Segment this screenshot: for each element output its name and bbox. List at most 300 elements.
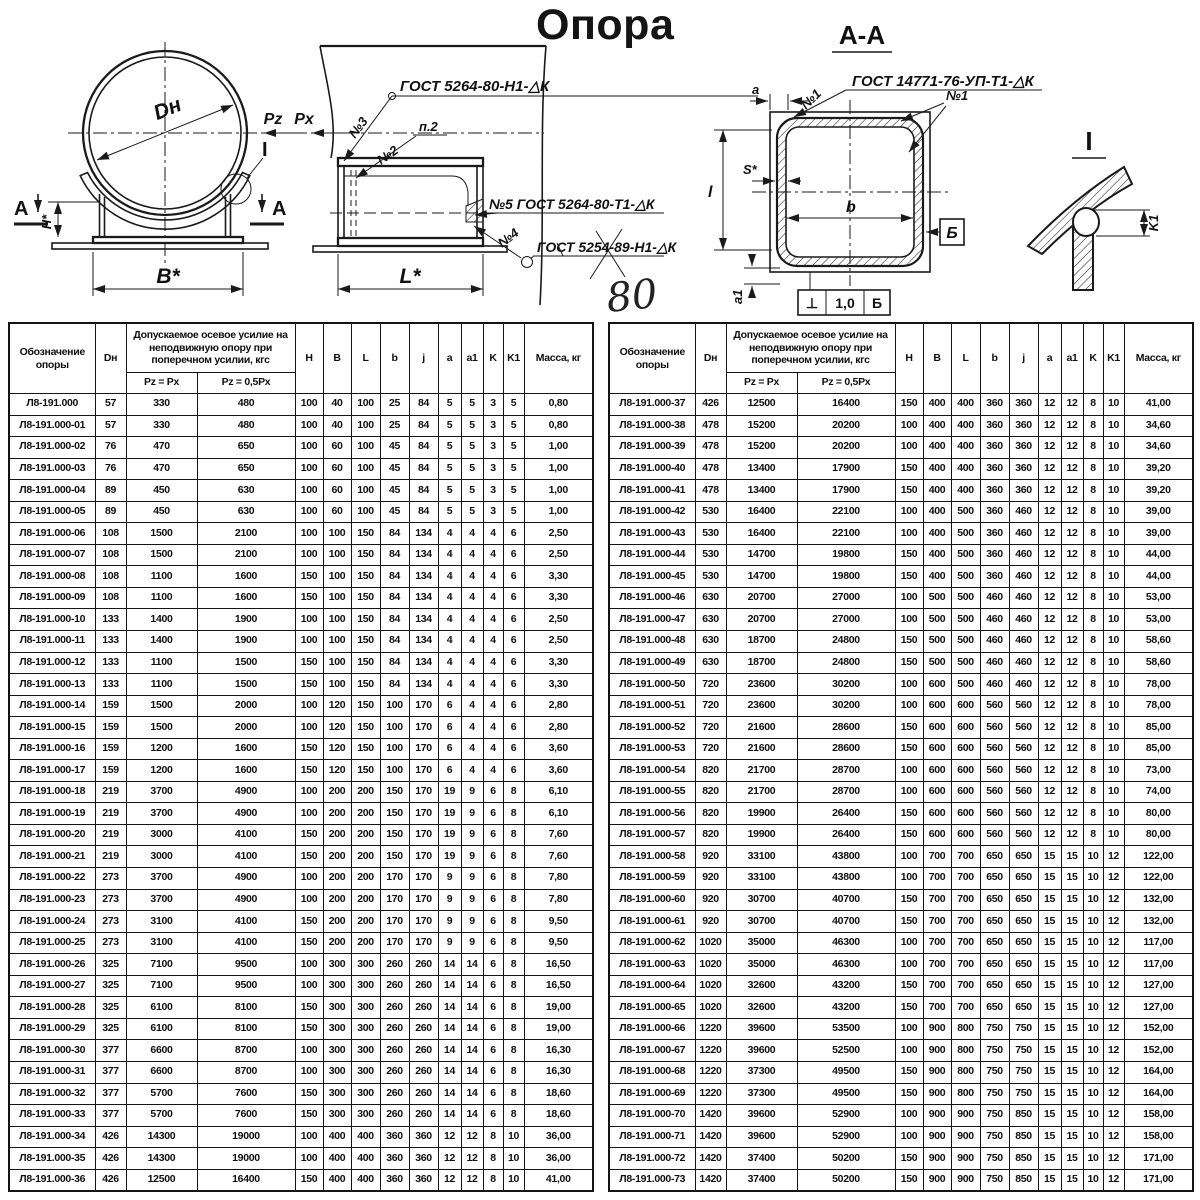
designation-cell: Л8-191.000-03 bbox=[9, 458, 95, 480]
table-row bbox=[9, 394, 593, 416]
value-cell: 133 bbox=[95, 631, 126, 653]
value-cell: 37400 bbox=[726, 1169, 797, 1191]
value-cell: 900 bbox=[923, 1169, 951, 1191]
value-cell: 600 bbox=[951, 760, 980, 782]
value-cell: 10 bbox=[1083, 1126, 1103, 1148]
value-cell: 7100 bbox=[126, 954, 197, 976]
value-cell: 16,50 bbox=[524, 975, 593, 997]
value-cell: 6 bbox=[483, 846, 503, 868]
value-cell: 4 bbox=[438, 609, 461, 631]
value-cell: 3 bbox=[483, 415, 503, 437]
table-row bbox=[609, 544, 1193, 566]
value-cell: 36,00 bbox=[524, 1126, 593, 1148]
value-cell: 3700 bbox=[126, 868, 197, 890]
value-cell: 920 bbox=[695, 889, 726, 911]
value-cell: 8 bbox=[503, 911, 524, 933]
value-cell: 49500 bbox=[797, 1083, 895, 1105]
col-header-b-small: b bbox=[980, 323, 1009, 394]
value-cell: 400 bbox=[923, 566, 951, 588]
value-cell: 360 bbox=[1009, 458, 1038, 480]
designation-cell: Л8-191.000-15 bbox=[9, 717, 95, 739]
value-cell: 12 bbox=[1038, 544, 1061, 566]
value-cell: 16,30 bbox=[524, 1061, 593, 1083]
value-cell: 8100 bbox=[197, 997, 295, 1019]
weld-number-1: №1 bbox=[946, 88, 969, 103]
value-cell: 21700 bbox=[726, 781, 797, 803]
value-cell: 14 bbox=[438, 954, 461, 976]
value-cell: 700 bbox=[951, 997, 980, 1019]
value-cell: 122,00 bbox=[1124, 846, 1193, 868]
value-cell: 100 bbox=[380, 717, 409, 739]
value-cell: 13400 bbox=[726, 480, 797, 502]
value-cell: 8 bbox=[503, 1105, 524, 1127]
value-cell: 4 bbox=[483, 631, 503, 653]
value-cell: 5 bbox=[438, 501, 461, 523]
value-cell: 219 bbox=[95, 803, 126, 825]
designation-cell: Л8-191.000-27 bbox=[9, 975, 95, 997]
value-cell: 15 bbox=[1038, 911, 1061, 933]
value-cell: 150 bbox=[380, 824, 409, 846]
value-cell: 5 bbox=[503, 394, 524, 416]
value-cell: 100 bbox=[295, 480, 323, 502]
value-cell: 9 bbox=[461, 932, 483, 954]
datum-label: Б bbox=[946, 225, 958, 242]
a-dim-label: a bbox=[752, 82, 760, 97]
table-row bbox=[9, 932, 593, 954]
value-cell: 3000 bbox=[126, 824, 197, 846]
value-cell: 9 bbox=[438, 868, 461, 890]
value-cell: 45 bbox=[380, 437, 409, 459]
value-cell: 820 bbox=[695, 824, 726, 846]
value-cell: 12 bbox=[1103, 1083, 1124, 1105]
value-cell: 134 bbox=[409, 652, 438, 674]
table-row bbox=[9, 674, 593, 696]
value-cell: 8 bbox=[1083, 415, 1103, 437]
value-cell: 24800 bbox=[797, 631, 895, 653]
value-cell: 5 bbox=[503, 458, 524, 480]
value-cell: 6 bbox=[483, 997, 503, 1019]
value-cell: 15 bbox=[1038, 1126, 1061, 1148]
designation-cell: Л8-191.000-20 bbox=[9, 824, 95, 846]
value-cell: 700 bbox=[923, 954, 951, 976]
value-cell: 12 bbox=[1103, 1126, 1124, 1148]
value-cell: 5 bbox=[438, 458, 461, 480]
value-cell: 460 bbox=[980, 587, 1009, 609]
value-cell: 132,00 bbox=[1124, 889, 1193, 911]
value-cell: 360 bbox=[409, 1169, 438, 1191]
value-cell: 1500 bbox=[126, 695, 197, 717]
value-cell: 1600 bbox=[197, 760, 295, 782]
value-cell: 325 bbox=[95, 997, 126, 1019]
value-cell: 10 bbox=[1083, 868, 1103, 890]
value-cell: 400 bbox=[923, 394, 951, 416]
weld-hatch bbox=[466, 199, 483, 222]
value-cell: 14 bbox=[461, 997, 483, 1019]
value-cell: 10 bbox=[503, 1169, 524, 1191]
table-row bbox=[609, 738, 1193, 760]
value-cell: 850 bbox=[1009, 1105, 1038, 1127]
value-cell: 13400 bbox=[726, 458, 797, 480]
value-cell: 12500 bbox=[726, 394, 797, 416]
value-cell: 133 bbox=[95, 609, 126, 631]
handwritten-correction: 80 bbox=[604, 270, 660, 322]
designation-cell: Л8-191.000-41 bbox=[609, 480, 695, 502]
value-cell: 500 bbox=[923, 631, 951, 653]
designation-cell: Л8-191.000-71 bbox=[609, 1126, 695, 1148]
value-cell: 8 bbox=[483, 1148, 503, 1170]
table-row bbox=[9, 587, 593, 609]
value-cell: 10 bbox=[1083, 1105, 1103, 1127]
saddle-edge-section bbox=[1073, 228, 1093, 290]
value-cell: 50200 bbox=[797, 1169, 895, 1191]
value-cell: 300 bbox=[351, 975, 380, 997]
value-cell: 39600 bbox=[726, 1105, 797, 1127]
value-cell: 37400 bbox=[726, 1148, 797, 1170]
value-cell: 53,00 bbox=[1124, 609, 1193, 631]
value-cell: 159 bbox=[95, 717, 126, 739]
designation-cell: Л8-191.000-60 bbox=[609, 889, 695, 911]
value-cell: 6 bbox=[503, 695, 524, 717]
value-cell: 12 bbox=[1038, 781, 1061, 803]
value-cell: 330 bbox=[126, 394, 197, 416]
value-cell: 159 bbox=[95, 760, 126, 782]
value-cell: 100 bbox=[351, 415, 380, 437]
value-cell: 900 bbox=[923, 1061, 951, 1083]
value-cell: 15200 bbox=[726, 415, 797, 437]
value-cell: 170 bbox=[380, 932, 409, 954]
value-cell: 100 bbox=[323, 566, 351, 588]
value-cell: 4 bbox=[483, 674, 503, 696]
value-cell: 12 bbox=[1038, 437, 1061, 459]
designation-cell: Л8-191.000-57 bbox=[609, 824, 695, 846]
value-cell: 9 bbox=[438, 932, 461, 954]
value-cell: 9 bbox=[461, 846, 483, 868]
value-cell: 500 bbox=[951, 674, 980, 696]
value-cell: 1,00 bbox=[524, 501, 593, 523]
value-cell: 100 bbox=[351, 458, 380, 480]
table-row bbox=[9, 868, 593, 890]
value-cell: 1020 bbox=[695, 954, 726, 976]
table-row bbox=[9, 760, 593, 782]
col-header-h: H bbox=[895, 323, 923, 394]
value-cell: 150 bbox=[295, 932, 323, 954]
detail-i-drawing bbox=[1028, 126, 1161, 290]
section-mark-a-right: А bbox=[272, 198, 287, 220]
value-cell: 84 bbox=[380, 674, 409, 696]
value-cell: 23600 bbox=[726, 674, 797, 696]
value-cell: 8 bbox=[1083, 609, 1103, 631]
value-cell: 170 bbox=[409, 760, 438, 782]
value-cell: 750 bbox=[980, 1126, 1009, 1148]
value-cell: 39600 bbox=[726, 1126, 797, 1148]
value-cell: 16,50 bbox=[524, 954, 593, 976]
designation-cell: Л8-191.000-62 bbox=[609, 932, 695, 954]
value-cell: 34,60 bbox=[1124, 415, 1193, 437]
value-cell: 76 bbox=[95, 437, 126, 459]
value-cell: 40700 bbox=[797, 889, 895, 911]
value-cell: 10 bbox=[1083, 1018, 1103, 1040]
value-cell: 1,00 bbox=[524, 480, 593, 502]
value-cell: 14 bbox=[461, 1105, 483, 1127]
value-cell: 10 bbox=[1103, 609, 1124, 631]
col-header-l: L bbox=[951, 323, 980, 394]
designation-cell: Л8-191.000-58 bbox=[609, 846, 695, 868]
value-cell: 12 bbox=[1103, 975, 1124, 997]
value-cell: 15 bbox=[1038, 1105, 1061, 1127]
value-cell: 150 bbox=[295, 824, 323, 846]
value-cell: 4 bbox=[461, 523, 483, 545]
value-cell: 19,00 bbox=[524, 997, 593, 1019]
value-cell: 25 bbox=[380, 394, 409, 416]
value-cell: 600 bbox=[923, 738, 951, 760]
value-cell: 400 bbox=[951, 480, 980, 502]
value-cell: 12 bbox=[1061, 501, 1083, 523]
value-cell: 159 bbox=[95, 695, 126, 717]
value-cell: 4100 bbox=[197, 932, 295, 954]
value-cell: 15 bbox=[1061, 889, 1083, 911]
value-cell: 14 bbox=[438, 1105, 461, 1127]
value-cell: 6 bbox=[483, 781, 503, 803]
value-cell: 16,30 bbox=[524, 1040, 593, 1062]
value-cell: 6 bbox=[483, 932, 503, 954]
value-cell: 6 bbox=[483, 803, 503, 825]
value-cell: 650 bbox=[1009, 846, 1038, 868]
value-cell: 820 bbox=[695, 803, 726, 825]
value-cell: 500 bbox=[951, 566, 980, 588]
value-cell: 3,30 bbox=[524, 566, 593, 588]
table-row bbox=[609, 932, 1193, 954]
value-cell: 5 bbox=[461, 394, 483, 416]
value-cell: 15 bbox=[1038, 954, 1061, 976]
value-cell: 560 bbox=[980, 824, 1009, 846]
col-header-dn: Dн bbox=[95, 323, 126, 394]
value-cell: 3,60 bbox=[524, 738, 593, 760]
value-cell: 1420 bbox=[695, 1169, 726, 1191]
value-cell: 2,50 bbox=[524, 631, 593, 653]
value-cell: 159 bbox=[95, 738, 126, 760]
support-table-left bbox=[8, 322, 594, 1192]
value-cell: 4 bbox=[461, 738, 483, 760]
col-header-pz-px: Pz = Px bbox=[726, 373, 797, 394]
value-cell: 8 bbox=[1083, 824, 1103, 846]
table-row bbox=[609, 1169, 1193, 1191]
value-cell: 10 bbox=[1103, 803, 1124, 825]
value-cell: 10 bbox=[1103, 415, 1124, 437]
col-header-dn: Dн bbox=[695, 323, 726, 394]
value-cell: 920 bbox=[695, 911, 726, 933]
table-row bbox=[609, 458, 1193, 480]
value-cell: 6 bbox=[503, 523, 524, 545]
value-cell: 8 bbox=[1083, 652, 1103, 674]
value-cell: 650 bbox=[1009, 868, 1038, 890]
value-cell: 1420 bbox=[695, 1126, 726, 1148]
value-cell: 150 bbox=[295, 911, 323, 933]
designation-cell: Л8-191.000-13 bbox=[9, 674, 95, 696]
value-cell: 7600 bbox=[197, 1105, 295, 1127]
value-cell: 400 bbox=[951, 394, 980, 416]
value-cell: 8 bbox=[503, 997, 524, 1019]
value-cell: 36,00 bbox=[524, 1148, 593, 1170]
value-cell: 260 bbox=[380, 1018, 409, 1040]
value-cell: 650 bbox=[197, 437, 295, 459]
table-row bbox=[609, 760, 1193, 782]
value-cell: 600 bbox=[951, 803, 980, 825]
value-cell: 8 bbox=[1083, 803, 1103, 825]
designation-cell: Л8-191.000-30 bbox=[9, 1040, 95, 1062]
value-cell: 33100 bbox=[726, 846, 797, 868]
value-cell: 4100 bbox=[197, 911, 295, 933]
value-cell: 1,00 bbox=[524, 458, 593, 480]
value-cell: 400 bbox=[951, 437, 980, 459]
value-cell: 10 bbox=[1103, 652, 1124, 674]
value-cell: 52900 bbox=[797, 1105, 895, 1127]
value-cell: 4 bbox=[461, 631, 483, 653]
value-cell: 720 bbox=[695, 717, 726, 739]
value-cell: 15 bbox=[1038, 1040, 1061, 1062]
value-cell: 49500 bbox=[797, 1061, 895, 1083]
value-cell: 100 bbox=[895, 760, 923, 782]
value-cell: 460 bbox=[1009, 674, 1038, 696]
value-cell: 360 bbox=[409, 1148, 438, 1170]
value-cell: 150 bbox=[895, 803, 923, 825]
value-cell: 1100 bbox=[126, 674, 197, 696]
value-cell: 6 bbox=[438, 717, 461, 739]
value-cell: 9 bbox=[461, 868, 483, 890]
value-cell: 60 bbox=[323, 501, 351, 523]
value-cell: 12 bbox=[1103, 1148, 1124, 1170]
table-row bbox=[9, 609, 593, 631]
value-cell: 650 bbox=[1009, 997, 1038, 1019]
designation-cell: Л8-191.000-09 bbox=[9, 587, 95, 609]
value-cell: 500 bbox=[951, 609, 980, 631]
value-cell: 3 bbox=[483, 437, 503, 459]
value-cell: 18700 bbox=[726, 652, 797, 674]
value-cell: 530 bbox=[695, 566, 726, 588]
value-cell: 12 bbox=[1061, 609, 1083, 631]
value-cell: 32600 bbox=[726, 975, 797, 997]
value-cell: 18,60 bbox=[524, 1105, 593, 1127]
value-cell: 8 bbox=[503, 824, 524, 846]
value-cell: 10 bbox=[1103, 631, 1124, 653]
value-cell: 52500 bbox=[797, 1040, 895, 1062]
a1-dim-label: a1 bbox=[730, 289, 745, 304]
designation-cell: Л8-191.000-53 bbox=[609, 738, 695, 760]
value-cell: 1420 bbox=[695, 1105, 726, 1127]
value-cell: 100 bbox=[295, 975, 323, 997]
value-cell: 150 bbox=[895, 394, 923, 416]
weld-number-4: №4 bbox=[494, 225, 522, 251]
value-cell: 84 bbox=[409, 501, 438, 523]
value-cell: 12 bbox=[1061, 415, 1083, 437]
value-cell: 260 bbox=[409, 954, 438, 976]
value-cell: 171,00 bbox=[1124, 1148, 1193, 1170]
value-cell: 30200 bbox=[797, 674, 895, 696]
value-cell: 15 bbox=[1061, 1148, 1083, 1170]
value-cell: 300 bbox=[323, 975, 351, 997]
value-cell: 100 bbox=[295, 437, 323, 459]
value-cell: 84 bbox=[380, 587, 409, 609]
value-cell: 57 bbox=[95, 394, 126, 416]
table-row bbox=[609, 1018, 1193, 1040]
l-dim-label: L* bbox=[399, 265, 421, 288]
value-cell: 360 bbox=[1009, 394, 1038, 416]
table-row bbox=[609, 1083, 1193, 1105]
value-cell: 4 bbox=[483, 544, 503, 566]
value-cell: 14700 bbox=[726, 566, 797, 588]
value-cell: 1220 bbox=[695, 1040, 726, 1062]
value-cell: 8 bbox=[1083, 437, 1103, 459]
value-cell: 100 bbox=[295, 523, 323, 545]
value-cell: 21600 bbox=[726, 717, 797, 739]
value-cell: 60 bbox=[323, 458, 351, 480]
value-cell: 260 bbox=[380, 1040, 409, 1062]
value-cell: 170 bbox=[409, 932, 438, 954]
value-cell: 1600 bbox=[197, 738, 295, 760]
value-cell: 15 bbox=[1038, 932, 1061, 954]
value-cell: 3100 bbox=[126, 932, 197, 954]
value-cell: 28600 bbox=[797, 738, 895, 760]
table-row bbox=[609, 846, 1193, 868]
value-cell: 1500 bbox=[197, 652, 295, 674]
value-cell: 12 bbox=[1061, 587, 1083, 609]
value-cell: 100 bbox=[895, 1126, 923, 1148]
value-cell: 560 bbox=[1009, 695, 1038, 717]
table-row bbox=[609, 1126, 1193, 1148]
value-cell: 150 bbox=[295, 997, 323, 1019]
value-cell: 650 bbox=[980, 868, 1009, 890]
col-header-k: K bbox=[1083, 323, 1103, 394]
value-cell: 35000 bbox=[726, 954, 797, 976]
value-cell: 15 bbox=[1061, 911, 1083, 933]
value-cell: 700 bbox=[923, 889, 951, 911]
value-cell: 152,00 bbox=[1124, 1040, 1193, 1062]
value-cell: 1020 bbox=[695, 932, 726, 954]
value-cell: 360 bbox=[980, 394, 1009, 416]
value-cell: 9500 bbox=[197, 954, 295, 976]
value-cell: 300 bbox=[351, 1018, 380, 1040]
weld-note-4: ГОСТ 5254-89-Н1-△К bbox=[537, 239, 677, 255]
value-cell: 850 bbox=[1009, 1169, 1038, 1191]
value-cell: 400 bbox=[351, 1169, 380, 1191]
value-cell: 260 bbox=[380, 1105, 409, 1127]
value-cell: 12 bbox=[1038, 501, 1061, 523]
value-cell: 460 bbox=[1009, 523, 1038, 545]
value-cell: 15 bbox=[1061, 1169, 1083, 1191]
value-cell: 10 bbox=[1083, 1040, 1103, 1062]
value-cell: 1400 bbox=[126, 631, 197, 653]
value-cell: 85,00 bbox=[1124, 738, 1193, 760]
value-cell: 100 bbox=[351, 394, 380, 416]
value-cell: 100 bbox=[895, 846, 923, 868]
value-cell: 20200 bbox=[797, 415, 895, 437]
value-cell: 920 bbox=[695, 846, 726, 868]
value-cell: 25 bbox=[380, 415, 409, 437]
value-cell: 12 bbox=[438, 1148, 461, 1170]
value-cell: 4 bbox=[483, 738, 503, 760]
value-cell: 12 bbox=[1103, 911, 1124, 933]
table-row bbox=[9, 975, 593, 997]
value-cell: 300 bbox=[323, 1018, 351, 1040]
value-cell: 15 bbox=[1061, 1061, 1083, 1083]
value-cell: 300 bbox=[323, 1061, 351, 1083]
value-cell: 10 bbox=[1083, 889, 1103, 911]
value-cell: 15 bbox=[1038, 889, 1061, 911]
value-cell: 6100 bbox=[126, 997, 197, 1019]
value-cell: 150 bbox=[380, 803, 409, 825]
table-row bbox=[9, 544, 593, 566]
value-cell: 560 bbox=[980, 803, 1009, 825]
value-cell: 80,00 bbox=[1124, 824, 1193, 846]
